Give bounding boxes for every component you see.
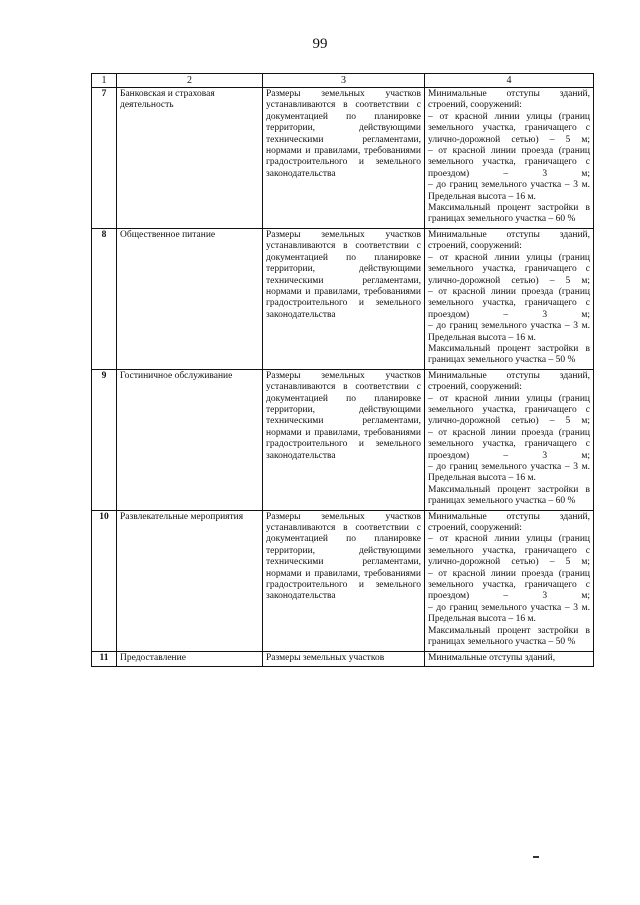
row-number: 10 [92, 510, 117, 651]
use-type-name: Гостиничное обслуживание [117, 369, 263, 510]
setback-line: Максимальный процент застройки в границах земельного участка – 60 % [428, 203, 590, 225]
setback-line: – от красной линии улицы (границ земельного участка, граничащего с улично-дорожной сетью) – 5 м; [428, 393, 590, 427]
plot-size-text: Размеры земельных участков [263, 651, 425, 666]
setback-line: – до границ земельного участка – 3 м. [428, 180, 590, 191]
setback-params [425, 228, 594, 369]
use-type-name: Предоставление [117, 651, 263, 666]
setback-line: – от красной линии улицы (границ земельного участка, граничащего с улично-дорожной сетью) – 5 м; [428, 111, 590, 145]
setback-line: Предельная высота – 16 м. [428, 332, 536, 343]
setback-line: – от красной линии улицы (границ земельного участка, граничащего с улично-дорожной сетью) – 5 м; [428, 252, 590, 286]
setback-line: – до границ земельного участка – 3 м. [428, 462, 590, 472]
setback-line: – от красной линии проезда (границ земельного участка, граничащего с проездом) – 3 м; [428, 146, 590, 179]
header-cell-2: 2 [117, 74, 263, 88]
page-number: 99 [312, 36, 328, 52]
table-row-partial [92, 651, 594, 666]
setback-line: – от красной линии проезда (границ земельного участка, граничащего с проездом) – 3 м; [428, 427, 590, 461]
setback-line: Предельная высота – 16 м. [428, 614, 536, 625]
row-number: 7 [92, 88, 117, 229]
setback-line: – от красной линии улицы (границ земельного участка, граничащего с улично-дорожной сетью) – 5 м; [428, 534, 590, 568]
setback-line: Максимальный процент застройки в границах земельного участка – 60 % [428, 484, 590, 507]
setback-line: Предельная высота – 16 м. [428, 473, 536, 484]
table-row [92, 510, 594, 651]
use-type-name: Банковская и страховая деятельность [117, 88, 263, 229]
use-type-name: Развлекательные мероприятия [117, 510, 263, 651]
table-row [92, 369, 594, 510]
setback-line: – до границ земельного участка – 3 м. [428, 602, 590, 613]
table-row [92, 228, 594, 369]
table-row [92, 88, 594, 229]
header-cell-1: 1 [92, 74, 117, 88]
plot-size-text: Размеры земельных участков устанавливаются в соответствии с документацией по планировке территории, действующими техническими регламентами, нормами и правилами, требованиями градостроительного и земельного законодательства [263, 228, 425, 369]
table-header-row [92, 74, 594, 88]
use-type-name: Общественное питание [117, 228, 263, 369]
setback-line: – от красной линии проезда (границ земельного участка, граничащего с проездом) – 3 м; [428, 286, 590, 320]
setback-line: Минимальные отступы зданий, строений, сооружений: [428, 511, 590, 534]
setback-line: Минимальные отступы зданий, строений, сооружений: [428, 370, 590, 393]
setback-line: Максимальный процент застройки в границах земельного участка – 50 % [428, 343, 590, 366]
header-cell-3: 3 [263, 74, 425, 88]
setback-line: Минимальные отступы зданий, строений, сооружений: [428, 89, 590, 111]
setback-line: – от красной линии проезда (границ земельного участка, граничащего с проездом) – 3 м; [428, 568, 590, 602]
table-body [92, 74, 594, 667]
zoning-table [91, 73, 594, 667]
plot-size-text: Размеры земельных участков устанавливаются в соответствии с документацией по планировке территории, действующими техническими регламентами, нормами и правилами, требованиями градостроительного и земельного законодательства [263, 88, 425, 229]
setback-params [425, 510, 594, 651]
plot-size-text: Размеры земельных участков устанавливаются в соответствии с документацией по планировке территории, действующими техническими регламентами, нормами и правилами, требованиями градостроительного и земельного законодательства [263, 510, 425, 651]
setback-params [425, 88, 594, 229]
setback-params: Минимальные отступы зданий, [425, 651, 594, 666]
setback-params [425, 369, 594, 510]
row-number: 8 [92, 228, 117, 369]
footer-mark [533, 856, 539, 858]
row-number: 11 [92, 651, 117, 666]
row-number: 9 [92, 369, 117, 510]
setback-line: Максимальный процент застройки в границах земельного участка – 50 % [428, 625, 590, 648]
setback-line: Предельная высота – 16 м. [428, 191, 536, 202]
setback-line: Минимальные отступы зданий, строений, сооружений: [428, 229, 590, 252]
header-cell-4: 4 [425, 74, 594, 88]
setback-line: – до границ земельного участка – 3 м. [428, 321, 590, 332]
plot-size-text: Размеры земельных участков устанавливаются в соответствии с документацией по планировке территории, действующими техническими регламентами, нормами и правилами, требованиями градостроительного и земельного законодательства [263, 369, 425, 510]
